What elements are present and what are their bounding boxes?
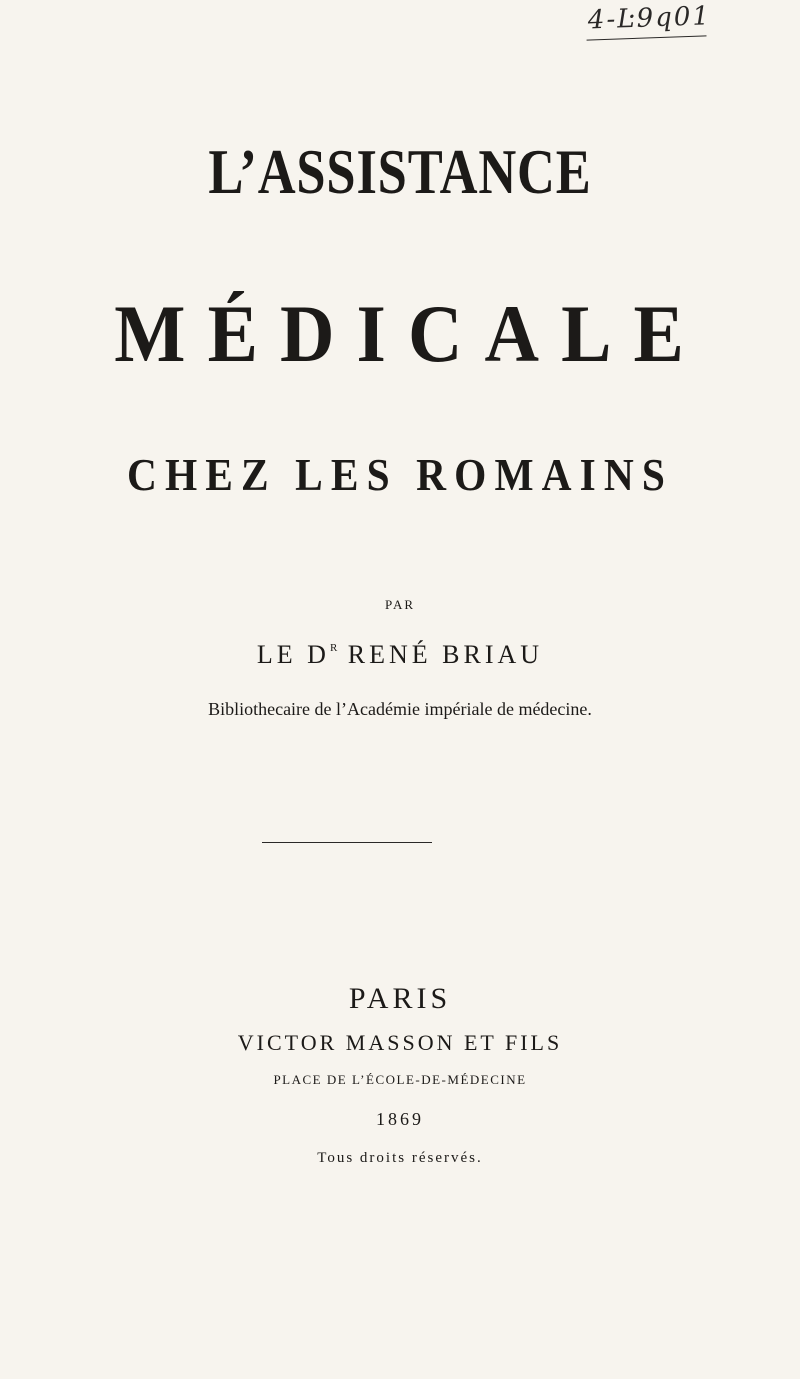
- imprint-city: PARIS: [348, 982, 452, 1015]
- title-line-3: CHEZ LES ROMAINS: [127, 449, 673, 500]
- author-title-superscript: R: [329, 642, 338, 654]
- author-name: RENÉ BRIAU: [347, 640, 544, 669]
- imprint-publisher: VICTOR MASSON ET FILS: [237, 1030, 563, 1055]
- imprint-year: 1869: [376, 1109, 424, 1129]
- shelfmark-text: 4-Ŀ9q01: [587, 1, 712, 36]
- title-line-2: MÉDICALE: [114, 288, 706, 379]
- author-prefix: LE D: [256, 640, 330, 669]
- title-line-1: L’ASSISTANCE: [208, 136, 592, 207]
- author-role: Bibliothecaire de l’Académie impériale de médecine.: [208, 699, 592, 719]
- handwritten-shelfmark: [579, 0, 798, 46]
- divider-rule: [262, 842, 432, 843]
- author-line: [0, 634, 800, 669]
- imprint-address: PLACE DE L’ÉCOLE-DE-MÉDECINE: [273, 1072, 527, 1087]
- rights-notice: Tous droits réservés.: [317, 1150, 483, 1166]
- by-word: PAR: [384, 597, 416, 612]
- shelfmark-underline: [587, 34, 707, 40]
